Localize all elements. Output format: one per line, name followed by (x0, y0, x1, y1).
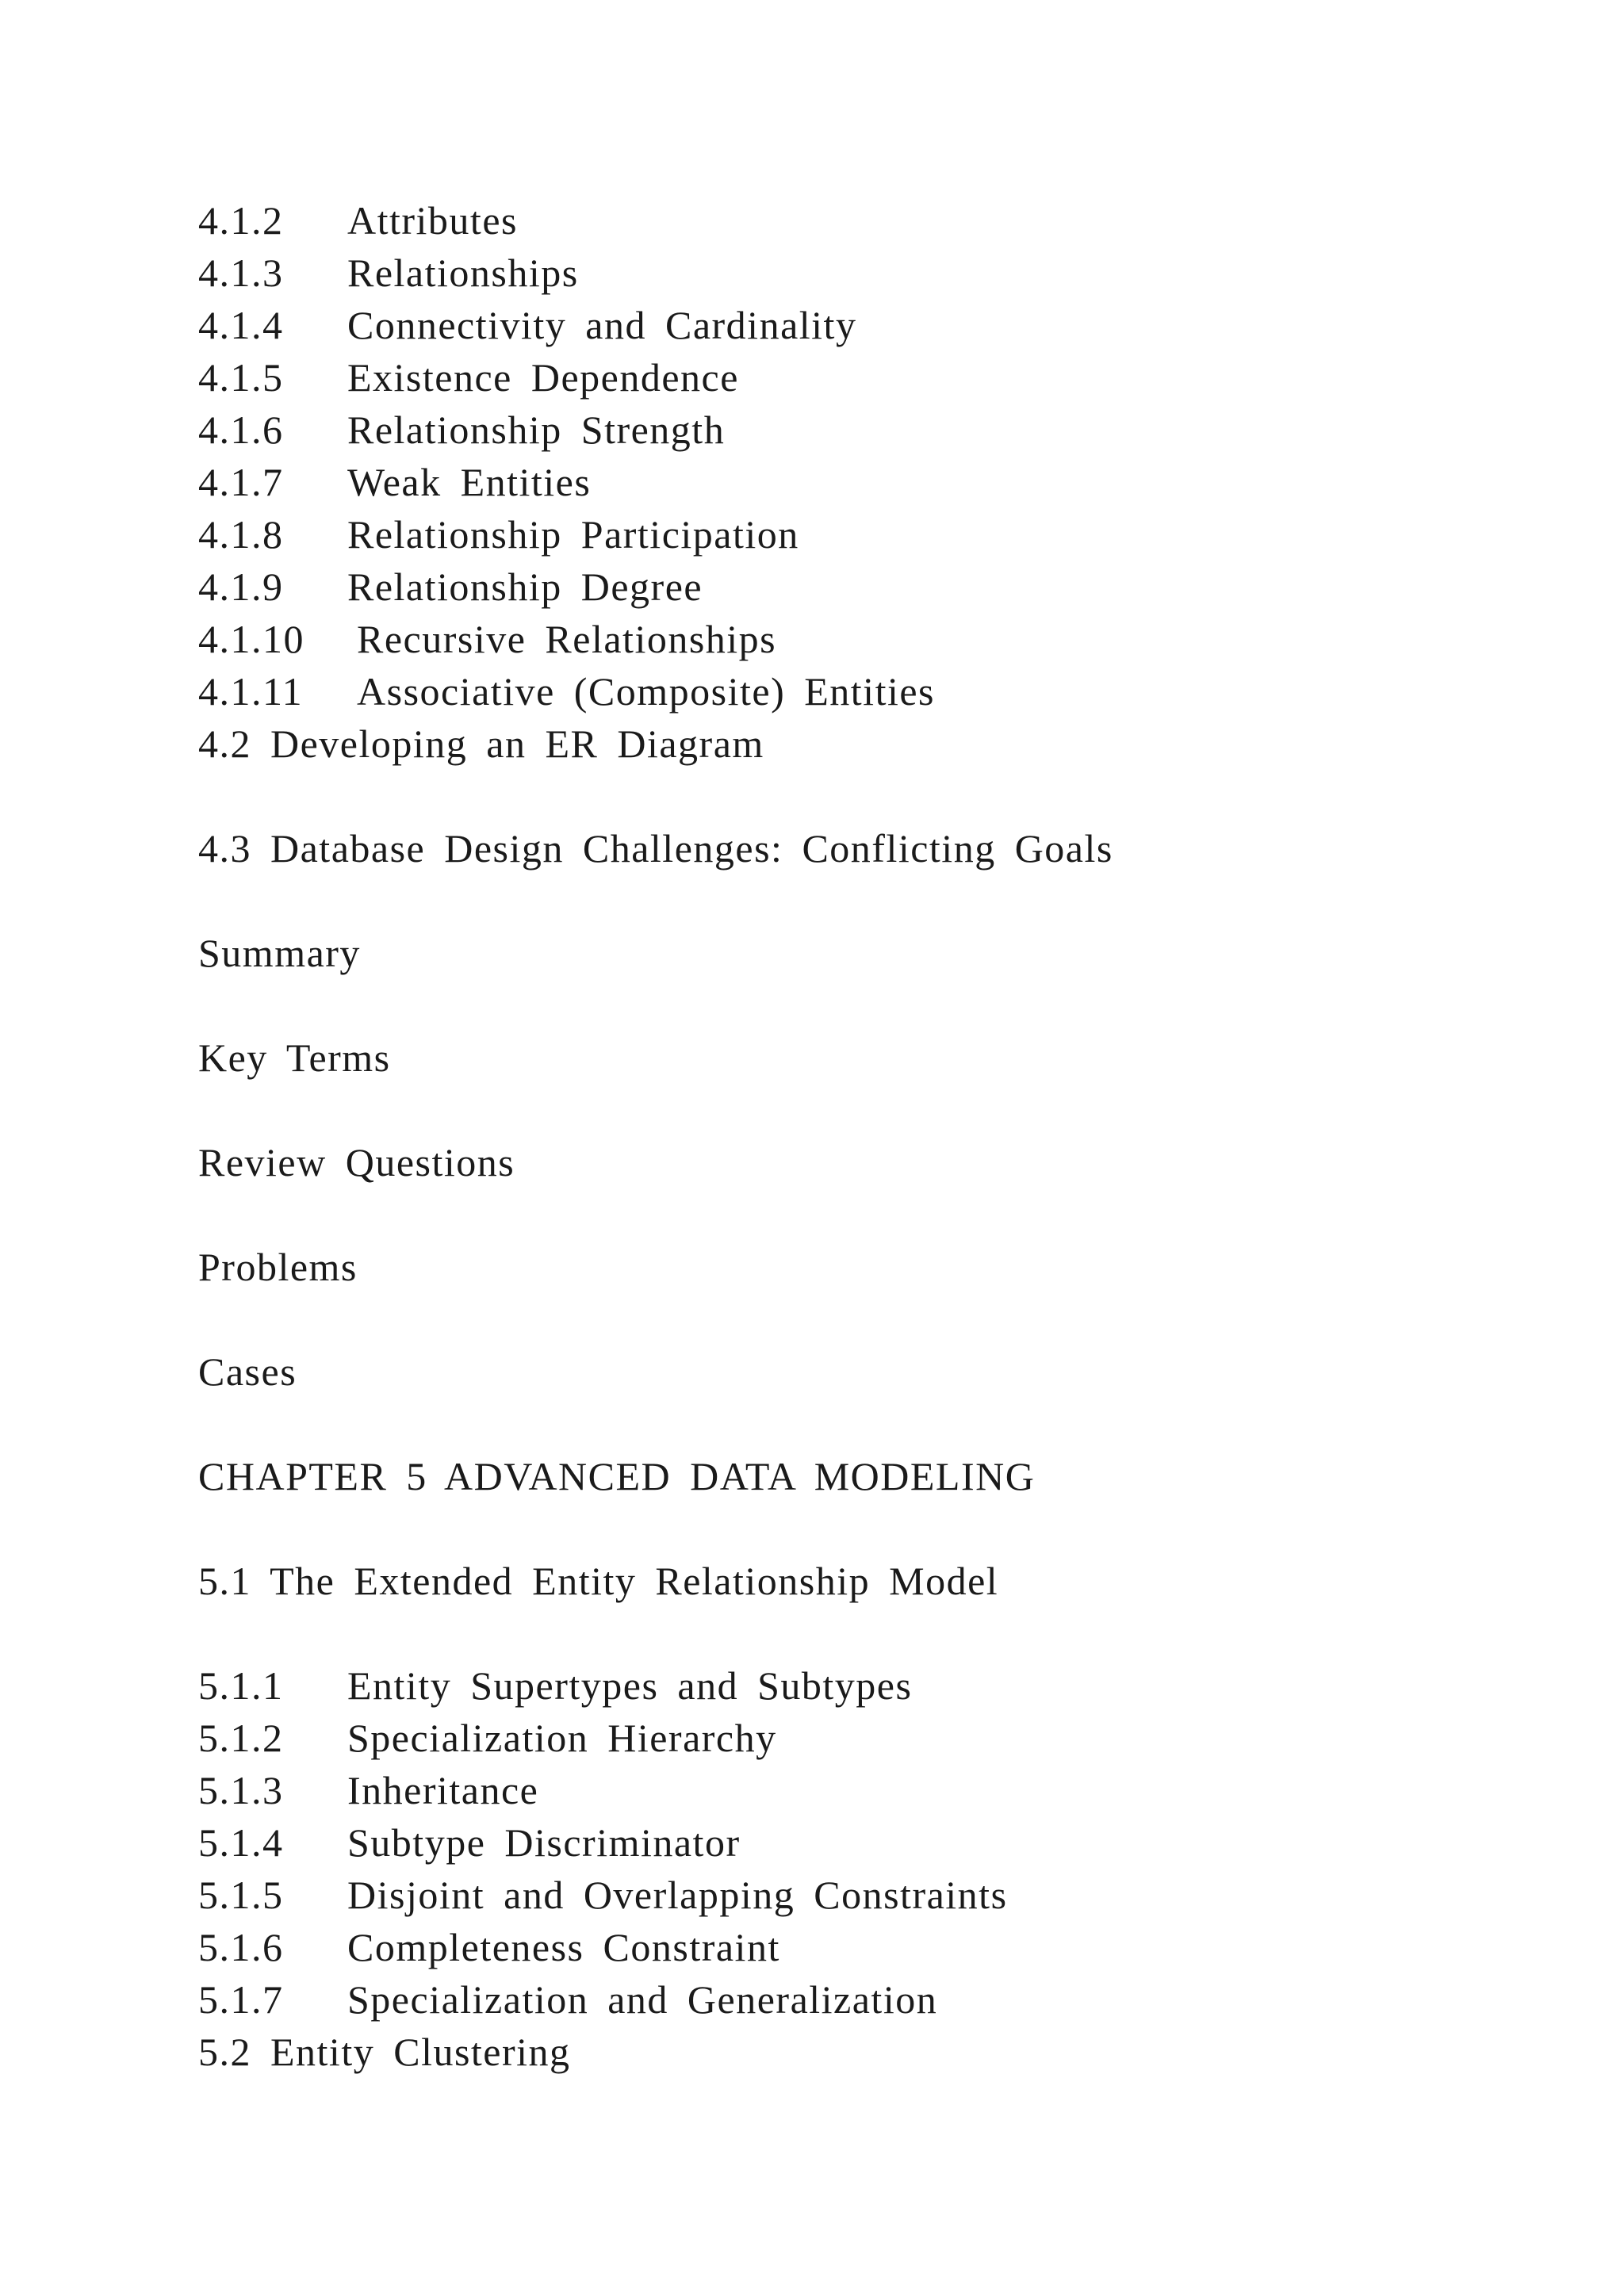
section-number: 4.1.3 (198, 251, 284, 295)
section-title: Inheritance (347, 1768, 539, 1812)
section-title: Relationship Degree (347, 564, 703, 609)
section-number: 4.1.10 (198, 617, 304, 661)
toc-entry-5-1-6 (198, 1923, 780, 1971)
section-number: 5.1.4 (198, 1820, 284, 1865)
toc-entry-4-2: 4.2 Developing an ER Diagram (198, 721, 764, 766)
toc-entry-key-terms: Key Terms (198, 1035, 391, 1080)
section-number: 5.1.6 (198, 1925, 284, 1969)
section-number: 4.1.5 (198, 355, 284, 400)
section-number: 4.1.11 (198, 669, 304, 714)
section-title: Recursive Relationships (357, 617, 777, 661)
section-number: 5.1.3 (198, 1768, 284, 1812)
section-title: Subtype Discriminator (347, 1820, 741, 1865)
toc-entry-problems: Problems (198, 1245, 358, 1289)
section-number: 4.1.6 (198, 408, 284, 452)
section-number: 5.1.2 (198, 1716, 284, 1760)
toc-entry-4-3: 4.3 Database Design Challenges: Conflicting Goals (198, 826, 1113, 871)
toc-entry-4-1-3 (198, 249, 579, 297)
section-title: Relationship Participation (347, 512, 799, 557)
toc-entry-4-1-4 (198, 301, 856, 349)
section-title: Specialization Hierarchy (347, 1716, 777, 1760)
toc-entry-5-1-1 (198, 1662, 912, 1709)
toc-entry-4-1-2 (198, 197, 518, 244)
section-number: 4.1.2 (198, 198, 284, 243)
section-title: Relationships (347, 251, 579, 295)
section-number: 5.1.5 (198, 1873, 284, 1917)
section-number: 5.1.1 (198, 1663, 284, 1708)
toc-entry-5-1-7 (198, 1976, 937, 2023)
section-number: 4.1.7 (198, 460, 284, 504)
toc-entry-4-1-6 (198, 406, 725, 453)
section-number: 4.1.9 (198, 564, 284, 609)
section-title: Completeness Constraint (347, 1925, 780, 1969)
section-title: Existence Dependence (347, 355, 739, 400)
toc-entry-4-1-5 (198, 354, 739, 401)
toc-entry-4-1-7 (198, 458, 591, 506)
toc-entry-5-1: 5.1 The Extended Entity Relationship Model (198, 1559, 999, 1603)
section-title: Entity Supertypes and Subtypes (347, 1663, 913, 1708)
toc-entry-5-1-2 (198, 1714, 777, 1762)
toc-entry-review-questions: Review Questions (198, 1140, 515, 1184)
section-title: Connectivity and Cardinality (347, 303, 857, 347)
section-number: 5.1.7 (198, 1977, 284, 2022)
section-title: Weak Entities (347, 460, 592, 504)
toc-entry-4-1-11 (198, 668, 935, 715)
section-title: Specialization and Generalization (347, 1977, 938, 2022)
section-title: Attributes (347, 198, 518, 243)
toc-entry-5-1-4 (198, 1819, 741, 1866)
section-number: 4.1.4 (198, 303, 284, 347)
toc-entry-4-1-9 (198, 563, 703, 610)
toc-entry-cases: Cases (198, 1349, 297, 1394)
toc-entry-4-1-10 (198, 615, 776, 663)
chapter-5-heading: CHAPTER 5 ADVANCED DATA MODELING (198, 1454, 1036, 1498)
section-number: 4.1.8 (198, 512, 284, 557)
toc-entry-5-2: 5.2 Entity Clustering (198, 2030, 571, 2074)
toc-entry-4-1-8 (198, 511, 799, 558)
section-title: Disjoint and Overlapping Constraints (347, 1873, 1008, 1917)
toc-entry-summary: Summary (198, 931, 361, 975)
section-title: Relationship Strength (347, 408, 726, 452)
toc-entry-5-1-3 (198, 1766, 538, 1814)
section-title: Associative (Composite) Entities (357, 669, 936, 714)
toc-entry-5-1-5 (198, 1871, 1008, 1919)
